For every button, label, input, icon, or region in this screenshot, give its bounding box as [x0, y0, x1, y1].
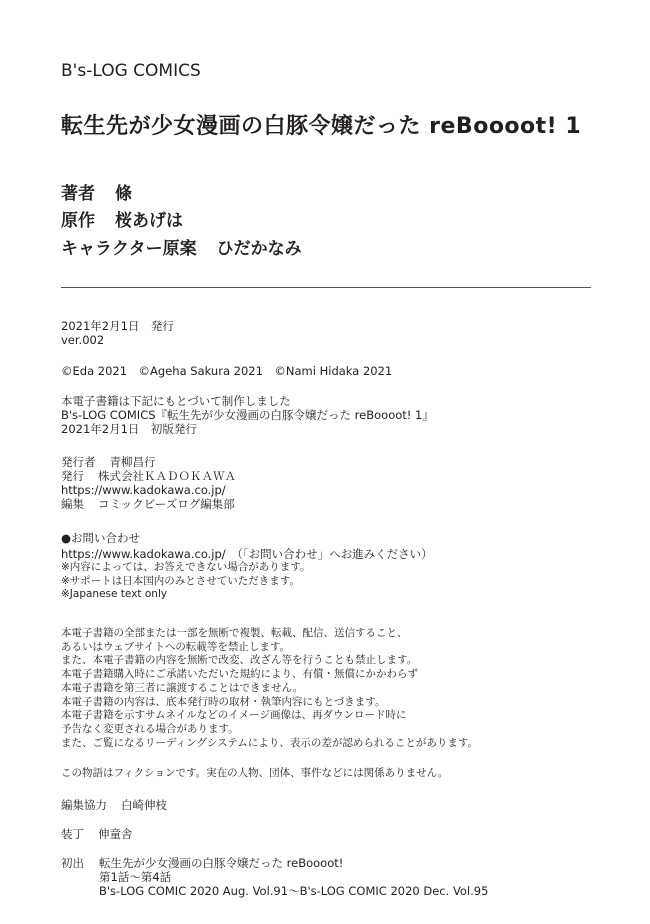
legal-line: あるいはウェブサイトへの転載等を禁止します。: [61, 640, 291, 653]
credit-name: 條: [115, 184, 132, 204]
first-appearance-line: B's-LOG COMIC 2020 Aug. Vol.91～B's-LOG COMIC 2020 Dec. Vol.95: [99, 884, 489, 898]
legal-line: 本電子書籍の内容は、底本発行時の取材・執筆内容にもとづきます。: [61, 695, 386, 708]
source-block: [61, 394, 434, 436]
label-brand: B's-LOG COMICS: [61, 61, 201, 81]
book-title: 転生先が少女漫画の白豚令嬢だった reBoooot! 1: [61, 114, 582, 139]
legal-line: また、ご覧になるリーディングシステムにより、表示の差が認められることがあります。: [61, 736, 479, 749]
divider: [61, 287, 591, 288]
legal-line: 本電子書籍の全部または一部を無断で複製、転載、配信、送信すること、: [61, 627, 408, 639]
fiction-notice: この物語はフィクションです。実在の人物、団体、事件などには関係ありません。: [61, 767, 449, 779]
legal-block: [61, 627, 478, 750]
publisher-row: 編集 コミックビーズログ編集部: [61, 497, 235, 511]
first-appearance-label: 初出: [61, 856, 84, 870]
inquiry-heading: ●お問い合わせ: [61, 531, 141, 545]
copyright: ©Eda 2021 ©Ageha Sakura 2021 ©Nami Hidaka 2021: [61, 364, 393, 378]
inquiry-note: ※内容によっては、お答えできない場合があります。: [61, 561, 311, 573]
publisher-row: 発行者 青柳昌行: [61, 455, 156, 469]
book-design: 装丁 伸童舎: [61, 827, 133, 841]
legal-line: また、本電子書籍の内容を無断で改変、改ざん等を行うことも禁止します。: [61, 654, 418, 667]
first-appearance-line: 転生先が少女漫画の白豚令嬢だった reBoooot!: [99, 856, 344, 870]
version: ver.002: [61, 333, 105, 347]
credit-name: 桜あげは: [115, 211, 183, 231]
credit-original: [61, 206, 183, 231]
first-appearance-line: 第1話～第4話: [99, 870, 172, 884]
inquiry-note: ※Japanese text only: [61, 588, 168, 601]
source-line: B's-LOG COMICS『転生先が少女漫画の白豚令嬢だった reBoooot! 1』: [61, 408, 434, 422]
publisher-block: [61, 455, 236, 511]
first-appearance-lines: [99, 856, 488, 898]
credit-author: [61, 179, 132, 204]
legal-line: 本電子書籍購入時にご承諾いただいた規約により、有償・無償にかかわらず: [61, 668, 418, 681]
publisher-row: 発行 株式会社ＫＡＤＯＫＡＷＡ: [61, 469, 236, 483]
credit-role: キャラクター原案: [61, 239, 197, 259]
credit-name: ひだかなみ: [216, 239, 302, 259]
inquiry-url: https://www.kadokawa.co.jp/ （「お問い合わせ」へお進みください）: [61, 547, 433, 561]
source-line: 本電子書籍は下記にもとづいて制作しました: [61, 394, 291, 408]
publication-date: 2021年2月1日 発行: [61, 319, 174, 333]
source-line: 2021年2月1日 初版発行: [61, 422, 197, 436]
legal-line: 本電子書籍を示すサムネイルなどのイメージ画像は、再ダウンロード時に: [61, 709, 407, 722]
legal-line: 本電子書籍を第三者に譲渡することはできません。: [61, 681, 304, 694]
legal-line: 予告なく変更される場合があります。: [61, 722, 239, 735]
first-appearance: [61, 856, 488, 898]
credit-role: 著者: [61, 184, 95, 204]
credit-role: 原作: [61, 211, 95, 231]
publisher-url: https://www.kadokawa.co.jp/: [61, 483, 226, 497]
edit-cooperation: 編集協力 白崎伸枝: [61, 798, 167, 812]
publication-block: [61, 319, 174, 347]
inquiry-block: [61, 531, 433, 602]
inquiry-note: ※サポートは日本国内のみとさせていただきます。: [61, 574, 300, 587]
credit-character-design: [61, 234, 302, 259]
